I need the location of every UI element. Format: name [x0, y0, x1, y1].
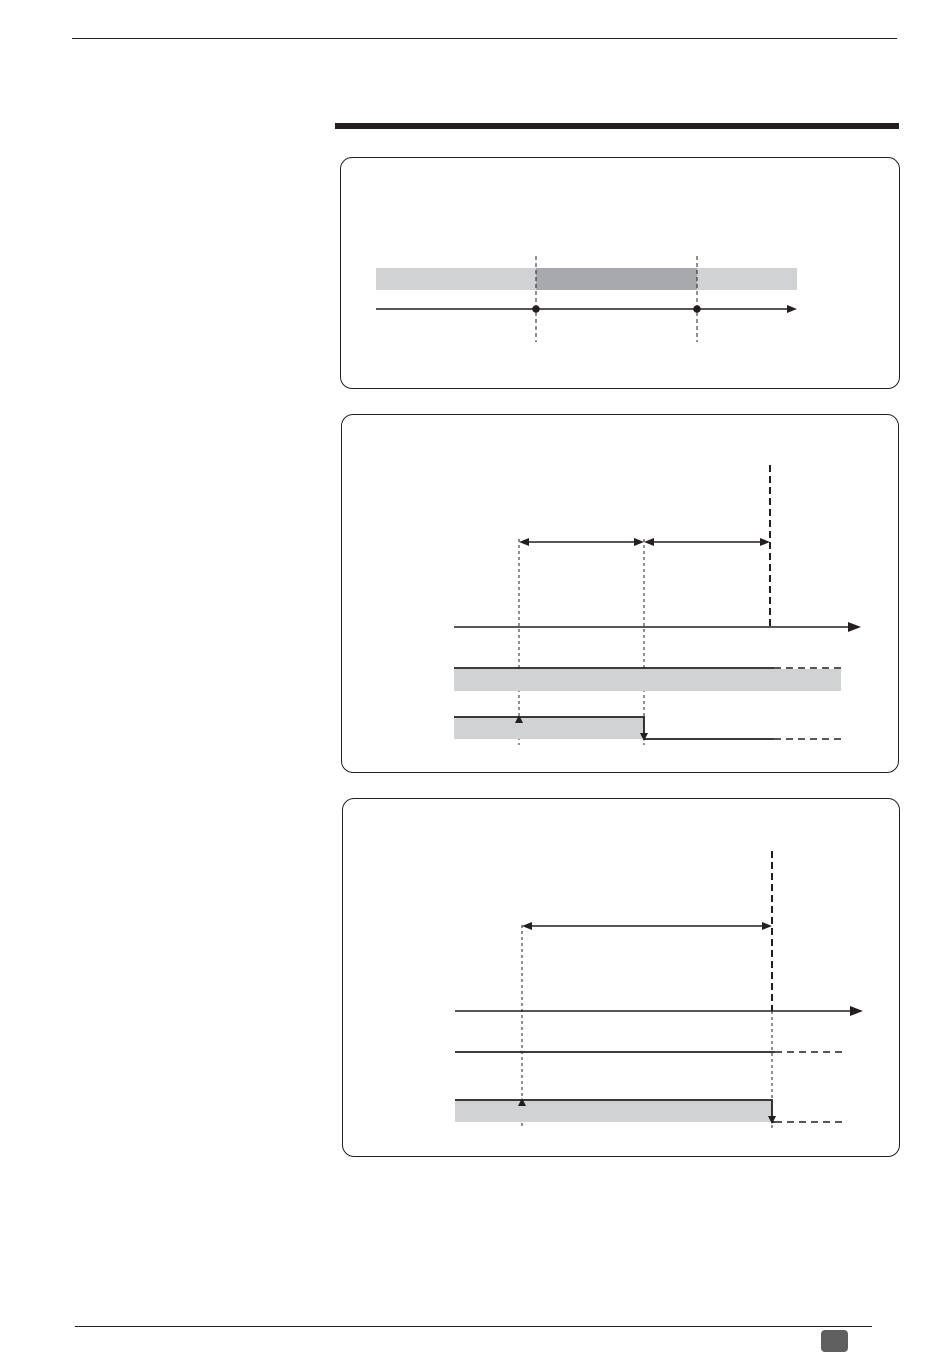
first-interval-arrowhead-right [634, 538, 644, 546]
signal-two-band [454, 717, 644, 739]
header-rule [72, 38, 897, 39]
time-axis-arrowhead [787, 305, 797, 313]
interval-arrowhead-right [762, 922, 772, 930]
figure-panel-single-interval-timing [342, 798, 900, 1157]
figure-panel-two-interval-timing [341, 414, 899, 773]
two-interval-timing-diagram [342, 415, 900, 774]
interval-arrowhead-left [522, 922, 532, 930]
second-interval-arrowhead-right [760, 538, 770, 546]
section-heading-bar [335, 123, 899, 129]
figure-panel-range-timeline [340, 157, 900, 389]
end-point [693, 305, 701, 313]
footer-rule [75, 1326, 872, 1327]
range-timeline-diagram [341, 158, 901, 390]
second-interval-arrowhead-left [644, 538, 654, 546]
time-axis-arrowhead [850, 1006, 863, 1016]
first-interval-arrowhead-left [519, 538, 529, 546]
time-axis-arrowhead [848, 622, 861, 632]
signal-two-band [455, 1100, 772, 1122]
signal-one-band [454, 669, 841, 691]
start-point [532, 305, 540, 313]
page-marker-tab [821, 1330, 848, 1352]
single-interval-timing-diagram [343, 799, 901, 1158]
inner-range-band [536, 268, 697, 290]
